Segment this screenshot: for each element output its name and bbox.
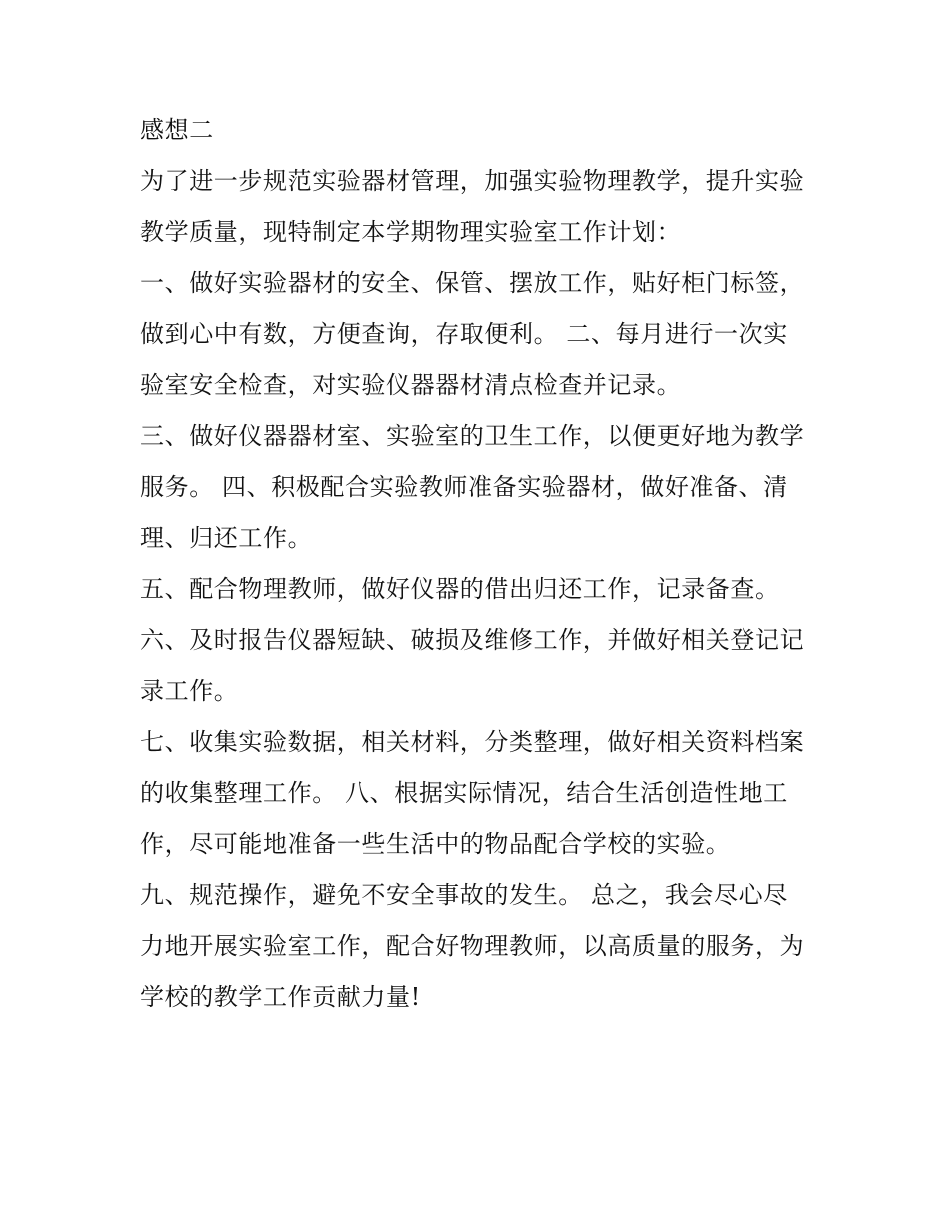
- text-line: 作，尽可能地准备一些生活中的物品配合学校的实验。: [140, 830, 731, 858]
- document-body: [140, 105, 820, 1023]
- text-line: 教学质量，现特制定本学期物理实验室工作计划：: [140, 218, 682, 246]
- text-line: 录工作。: [140, 677, 239, 705]
- text-line: 力地开展实验室工作，配合好物理教师，以高质量的服务，为: [140, 932, 805, 960]
- text-line: 做到心中有数，方便查询，存取便利。 二、每月进行一次实: [140, 320, 788, 348]
- text-line: 的收集整理工作。 八、根据实际情况，结合生活创造性地工: [140, 779, 788, 807]
- text-line: 六、及时报告仪器短缺、破损及维修工作，并做好相关登记记: [140, 626, 805, 654]
- text-line: 七、收集实验数据，相关材料，分类整理，做好相关资料档案: [140, 728, 805, 756]
- text-line: 九、规范操作，避免不安全事故的发生。 总之，我会尽心尽: [140, 881, 788, 909]
- text-line: 为了进一步规范实验器材管理，加强实验物理教学，提升实验: [140, 167, 805, 195]
- document-title: 感想二: [140, 116, 214, 144]
- text-line: 五、配合物理教师，做好仪器的借出归还工作，记录备查。: [140, 575, 780, 603]
- text-line: 三、做好仪器器材室、实验室的卫生工作，以便更好地为教学: [140, 422, 805, 450]
- text-line: 学校的教学工作贡献力量!: [140, 983, 421, 1011]
- text-line: 服务。 四、积极配合实验教师准备实验器材，做好准备、清: [140, 473, 788, 501]
- text-line: 验室安全检查，对实验仪器器材清点检查并记录。: [140, 371, 682, 399]
- text-line: 理、归还工作。: [140, 524, 313, 552]
- text-line: 一、做好实验器材的安全、保管、摆放工作，贴好柜门标签，: [140, 269, 805, 297]
